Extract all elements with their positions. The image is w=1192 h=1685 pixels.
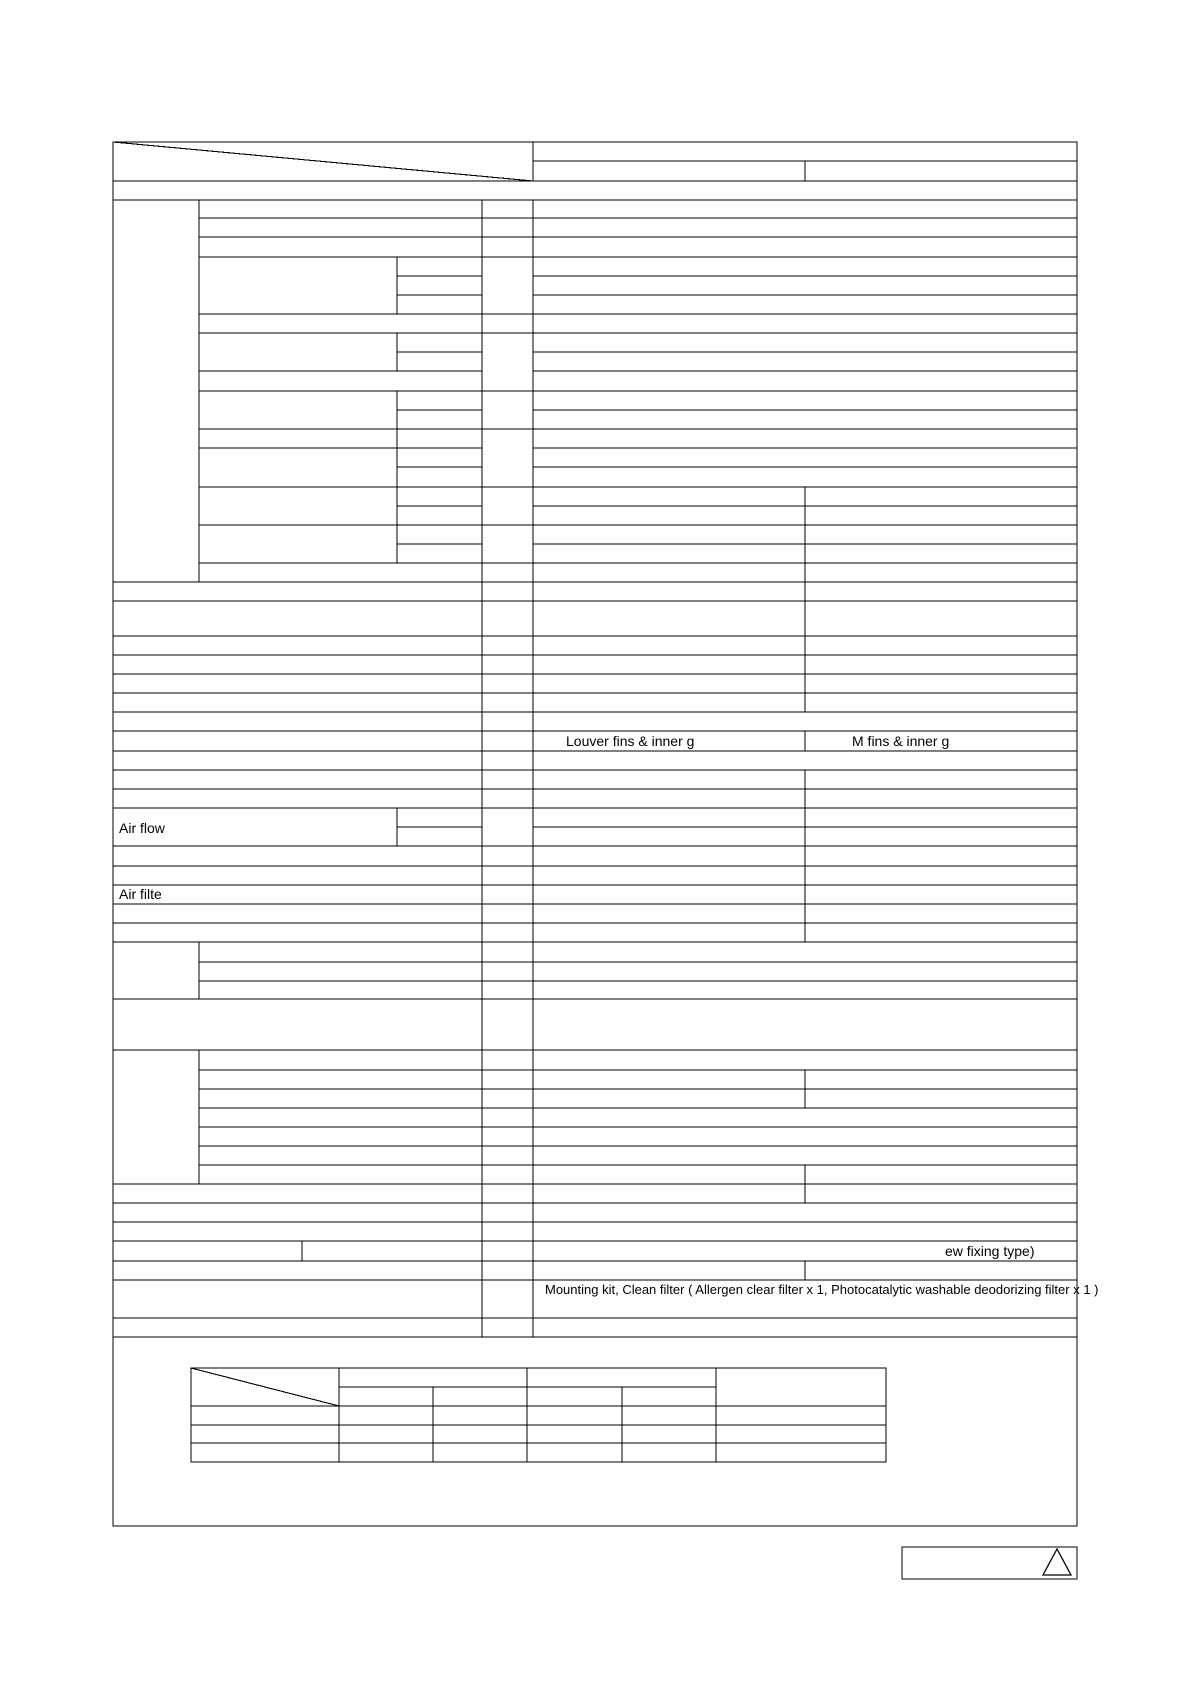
louver-cell-1: Louver fins & inner g	[566, 733, 695, 749]
revision-triangle-icon	[1043, 1549, 1071, 1575]
accessories-cell: Mounting kit, Clean filter ( Allergen clear filter x 1, Photocatalytic washable deodorizing filter x 1 )	[545, 1282, 1099, 1297]
air-flow-label: Air flow	[119, 820, 165, 836]
louver-cell-2: M fins & inner g	[852, 733, 950, 749]
air-filter-label: Air filte	[119, 886, 162, 902]
fixing-type-partial: ew fixing type)	[945, 1243, 1035, 1259]
